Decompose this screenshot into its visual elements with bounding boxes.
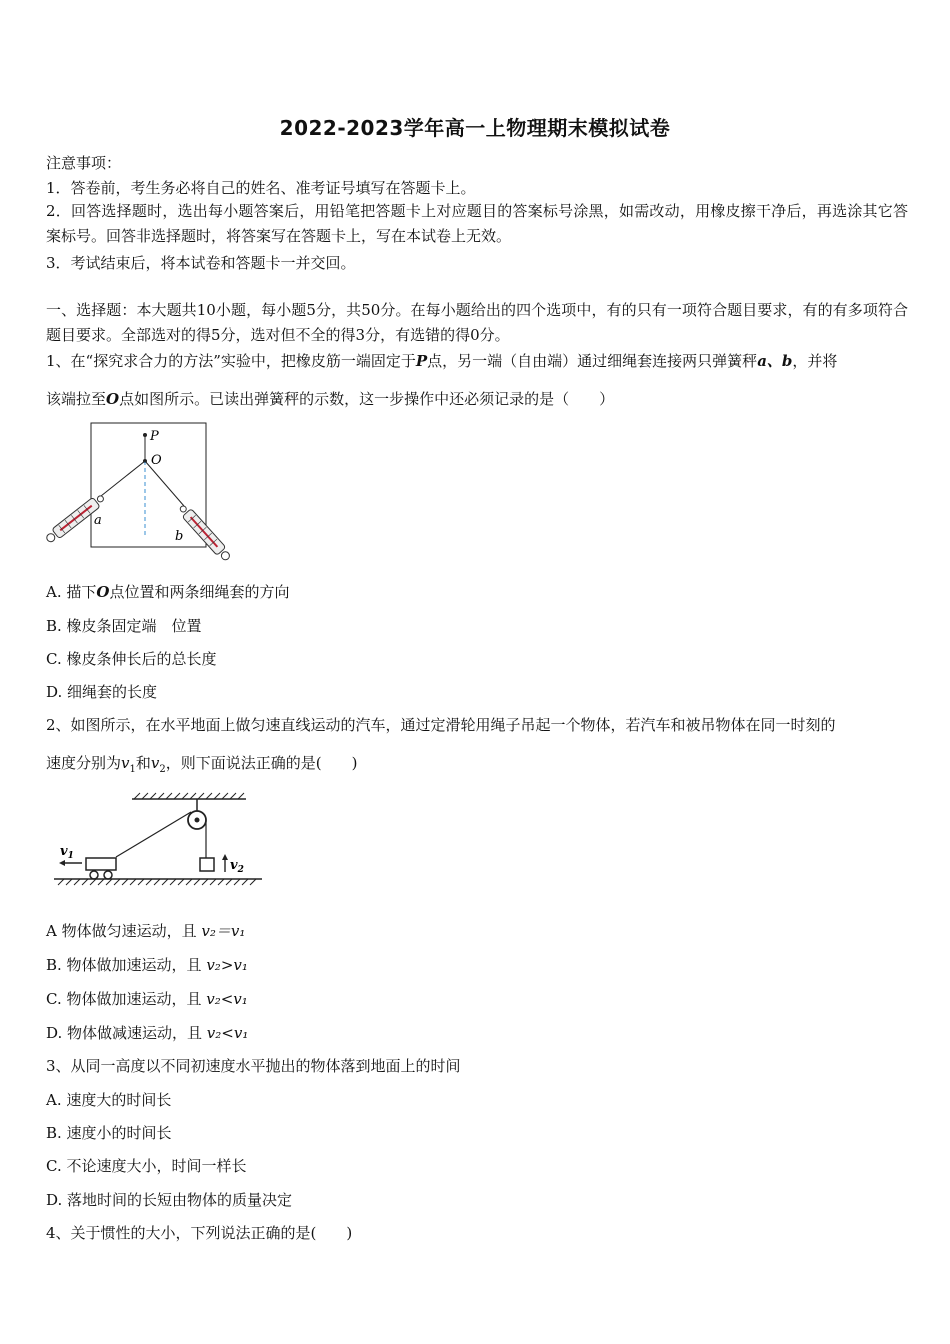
page-title: 2022-2023学年高一上物理期末模拟试卷	[279, 116, 671, 140]
car-body	[86, 858, 116, 870]
q2-option-c: C. 物体做加速运动，且 v₂<v₁	[46, 990, 248, 1008]
pulley-axle	[195, 818, 200, 823]
v1-arrowhead	[59, 860, 65, 866]
figure-label-o: O	[151, 453, 162, 468]
spring-scale-labels: a、b	[757, 352, 793, 370]
q2-option-d: D. 物体做减速运动，且 v₂<v₁	[46, 1024, 249, 1042]
v2-arrowhead	[222, 854, 228, 860]
section-heading: 一、选择题：本大题共10小题，每小题5分，共50分。在每小题给出的四个选项中，有的只有一项符合题目要求，有的有多项符合题目要求。全部选对的得5分，选对但不全的得3分，有选错的得0分。	[46, 301, 908, 344]
q2-figure	[54, 790, 266, 892]
figure-label-a: a	[94, 513, 102, 528]
ceiling-hatch	[134, 793, 244, 799]
q1-stem-line1: 1、在“探究求合力的方法”实验中，把橡皮筋一端固定于P点，另一端（自由端）通过细绳套连接两只弹簧秤a、b，并将	[46, 352, 838, 370]
q3-option-b: B. 速度小的时间长	[46, 1124, 172, 1142]
q2-stem-line1: 2、如图所示，在水平地面上做匀速直线运动的汽车，通过定滑轮用绳子吊起一个物体，若汽车和被吊物体在同一时刻的	[46, 716, 836, 734]
ground-hatch	[58, 879, 256, 885]
q1-figure	[44, 418, 240, 566]
notice-item-1: 1．答卷前，考生务必将自己的姓名、准考证号填写在答题卡上。	[46, 179, 476, 197]
q1-option-a: A. 描下O点位置和两条细绳套的方向	[46, 583, 290, 601]
car-wheel-rear	[90, 871, 98, 879]
point-p-label: P	[415, 352, 428, 370]
point-o-label: O	[106, 390, 120, 408]
q2-option-b: B. 物体做加速运动，且 v₂>v₁	[46, 956, 248, 974]
v1-label: $v_1$	[60, 844, 74, 861]
v2-label: $v_2$	[230, 858, 244, 875]
q3-option-a: A. 速度大的时间长	[46, 1091, 172, 1109]
spring-scale-b	[177, 503, 233, 563]
board-frame	[91, 423, 206, 547]
string-a	[101, 461, 145, 496]
figure-label-b: b	[175, 529, 184, 544]
car-wheel-front	[104, 871, 112, 879]
notice-heading: 注意事项：	[46, 154, 122, 172]
notice-item-2: 2．回答选择题时，选出每小题答案后，用铅笔把答题卡上对应题目的答案标号涂黑，如需改动，用橡皮擦干净后，再选涂其它答案标号。回答非选择题时，将答案写在答题卡上，写在本试卷上无效。	[46, 202, 908, 245]
q4-stem: 4、关于惯性的大小，下列说法正确的是( )	[46, 1224, 353, 1242]
hanging-block	[200, 858, 214, 871]
q3-stem: 3、从同一高度以不同初速度水平抛出的物体落到地面上的时间	[46, 1057, 461, 1075]
q1-option-c: C. 橡皮条伸长后的总长度	[46, 650, 217, 668]
q1-option-b: B. 橡皮条固定端 位置	[46, 617, 202, 635]
q2-option-a: A 物体做匀速运动，且 v₂＝v₁	[46, 922, 246, 940]
figure-label-p: P	[150, 429, 159, 444]
rope-to-car	[116, 812, 191, 857]
q3-option-d: D. 落地时间的长短由物体的质量决定	[46, 1191, 293, 1209]
q1-option-d: D. 细绳套的长度	[46, 683, 158, 701]
q2-stem-line2: 速度分别为$v_1$和$v_2$，则下面说法正确的是( )	[46, 754, 358, 775]
q1-stem-line2: 该端拉至O点如图所示。已读出弹簧秤的示数，这一步操作中还必须记录的是（ ）	[46, 390, 615, 408]
notice-item-3: 3．考试结束后，将本试卷和答题卡一并交回。	[46, 254, 356, 272]
q3-option-c: C. 不论速度大小，时间一样长	[46, 1157, 247, 1175]
